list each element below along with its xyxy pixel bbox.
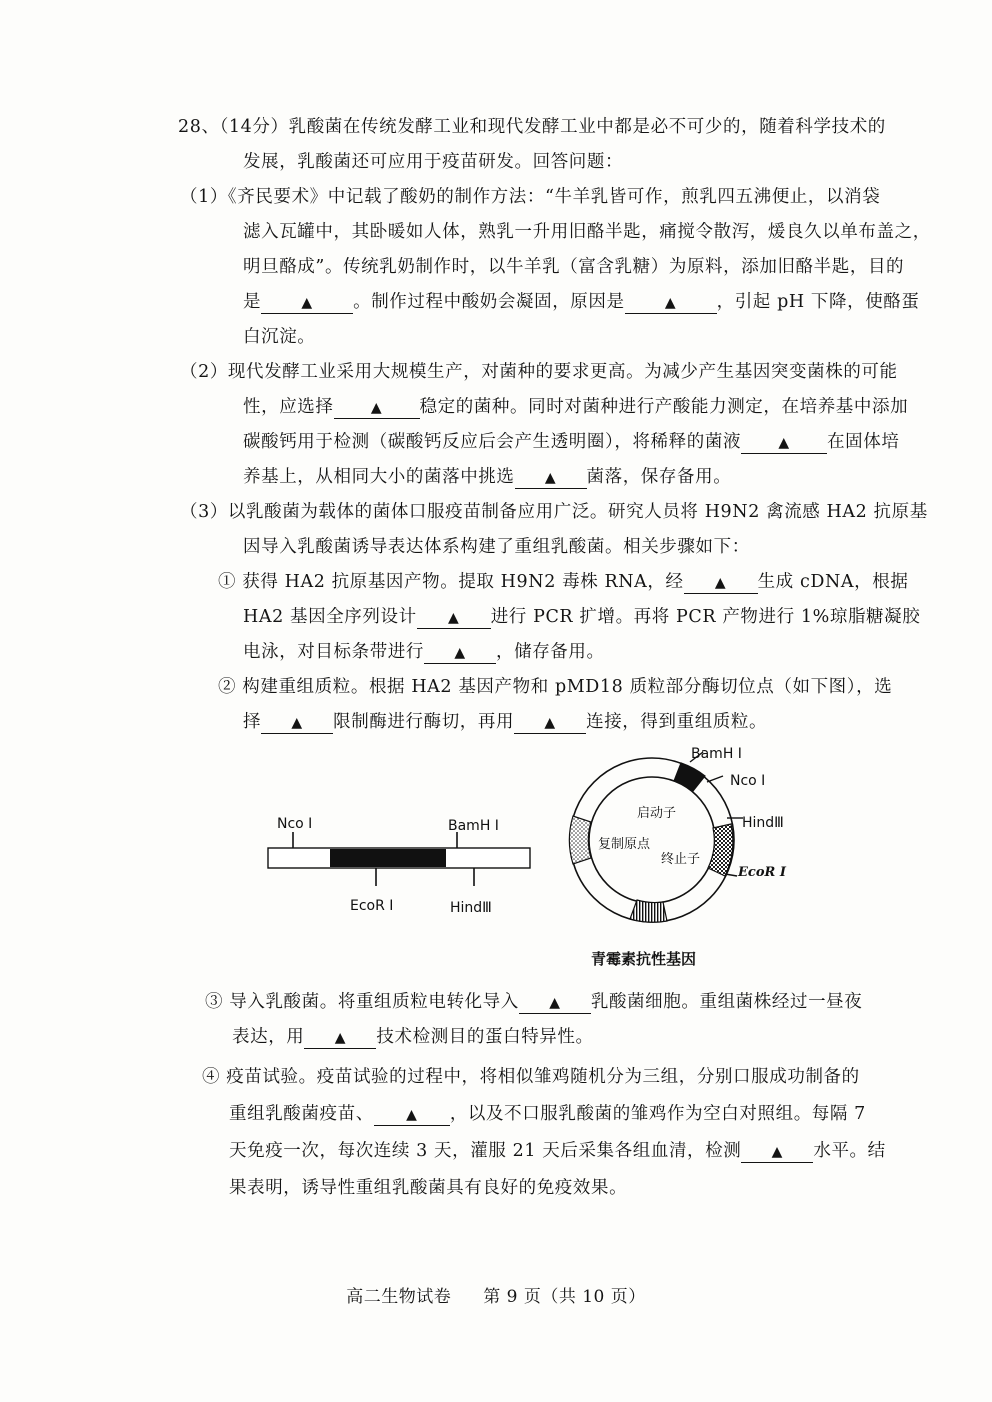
answer-blank-1[interactable]: ▲ — [261, 291, 353, 314]
footer-subject: 高二生物试卷 — [346, 1287, 452, 1307]
question-intro-line2: 发展，乳酸菌还可应用于疫苗研发。回答问题： — [243, 152, 624, 172]
answer-blank-13[interactable]: ▲ — [374, 1103, 450, 1126]
part1-line2: 滤入瓦罐中，其卧暖如人体，熟乳一升用旧酪半匙，痛搅令散泻，煖良久以单布盖之， — [243, 222, 931, 242]
gene-hind-label: HindⅢ — [450, 900, 492, 916]
question-score: （14分） — [219, 117, 289, 137]
step4-line1: ④ 疫苗试验。疫苗试验的过程中，将相似雏鸡随机分为三组，分别口服成功制备的 — [202, 1067, 860, 1087]
answer-blank-8[interactable]: ▲ — [424, 641, 496, 664]
part2-line2: 性，应选择 ▲ 稳定的菌种。同时对菌种进行产酸能力测定，在培养基中添加 — [243, 397, 909, 417]
step4-line3: 天免疫一次，每次连续 3 天，灌服 21 天后采集各组血清，检测 ▲ 水平。结 — [229, 1141, 886, 1161]
question-header — [178, 114, 886, 140]
terminator-label: 终止子 — [661, 852, 701, 867]
part2-line1: （2）现代发酵工业采用大规模生产，对菌种的要求更高。为减少产生基因突变菌株的可能 — [180, 362, 898, 382]
part2-line3: 碳酸钙用于检测（碳酸钙反应后会产生透明圈），将稀释的菌液 ▲ 在固体培 — [243, 432, 900, 452]
answer-blank-12[interactable]: ▲ — [304, 1026, 376, 1049]
gene-nco-label: Nco Ⅰ — [277, 816, 313, 832]
answer-blank-9[interactable]: ▲ — [261, 711, 333, 734]
ha2-gene-region — [330, 849, 446, 867]
step3-line1: ③ 导入乳酸菌。将重组质粒电转化导入 ▲ 乳酸菌细胞。重组菌株经过一昼夜 — [205, 992, 863, 1012]
step4-line4: 果表明，诱导性重组乳酸菌具有良好的免疫效果。 — [229, 1178, 628, 1198]
answer-blank-7[interactable]: ▲ — [417, 606, 491, 629]
gene-bamh-label: BamH Ⅰ — [448, 818, 499, 834]
plasmid-figure — [555, 740, 815, 970]
step1-line2: HA2 基因全序列设计 ▲ 进行 PCR 扩增。再将 PCR 产物进行 1%琼脂糖凝胶 — [243, 607, 921, 627]
answer-blank-6[interactable]: ▲ — [684, 571, 758, 594]
part1-line1: （1）《齐民要术》中记载了酸奶的制作方法：“牛羊乳皆可作，煎乳四五沸便止，以消袋 — [180, 187, 881, 207]
step2-line1: ② 构建重组质粒。根据 HA2 基因产物和 pMD18 质粒部分酶切位点（如下图），选 — [218, 677, 893, 697]
part2-line4: 养基上，从相同大小的菌落中挑选 ▲ 菌落，保存备用。 — [243, 467, 732, 487]
part3-line2: 因导入乳酸菌诱导表达体系构建了重组乳酸菌。相关步骤如下： — [243, 537, 750, 557]
plasmid-bamh-label: BamH Ⅰ — [691, 746, 742, 762]
resistance-gene-label: 青霉素抗性基因 — [591, 950, 697, 968]
answer-blank-11[interactable]: ▲ — [519, 991, 591, 1014]
answer-blank-4[interactable]: ▲ — [741, 431, 827, 454]
promoter-label: 启动子 — [637, 806, 677, 821]
answer-blank-2[interactable]: ▲ — [625, 291, 717, 314]
plasmid-hind-label: HindⅢ — [742, 815, 784, 831]
part3-line1: （3）以乳酸菌为载体的菌体口服疫苗制备应用广泛。研究人员将 H9N2 禽流感 HA2 抗原基 — [180, 502, 928, 522]
plasmid-ecor-tick — [725, 874, 737, 876]
plasmid-nco-label: Nco Ⅰ — [730, 773, 766, 789]
answer-blank-10[interactable]: ▲ — [514, 711, 586, 734]
answer-blank-14[interactable]: ▲ — [741, 1140, 813, 1163]
footer-page-number: 第 9 页（共 10 页） — [483, 1287, 646, 1307]
gene-ecor-label: EcoR Ⅰ — [350, 898, 394, 914]
step1-line3: 电泳，对目标条带进行 ▲ ，储存备用。 — [243, 642, 605, 662]
plasmid-outer-ring — [570, 758, 734, 922]
answer-blank-3[interactable]: ▲ — [334, 396, 420, 419]
plasmid-nco-tick — [707, 776, 723, 782]
step1-line1: ① 获得 HA2 抗原基因产物。提取 H9N2 毒株 RNA，经 ▲ 生成 cDNA，根据 — [218, 572, 909, 592]
question-number: 28、 — [178, 117, 220, 137]
step2-line2: 择 ▲ 限制酶进行酶切，再用 ▲ 连接，得到重组质粒。 — [243, 712, 768, 732]
gene-fragment-figure — [260, 810, 540, 930]
step4-line2: 重组乳酸菌疫苗、 ▲ ，以及不口服乳酸菌的雏鸡作为空白对照组。每隔 7 — [229, 1104, 866, 1124]
part1-line3: 明旦酪成”。传统乳奶制作时，以牛羊乳（富含乳糖）为原料，添加旧酪半匙，目的 — [243, 257, 905, 277]
resistance-gene-segment — [630, 900, 667, 922]
question-intro-line1: 乳酸菌在传统发酵工业和现代发酵工业中都是必不可少的，随着科学技术的 — [288, 117, 886, 137]
origin-label: 复制原点 — [598, 837, 651, 852]
page-footer — [0, 1282, 992, 1307]
step3-line2: 表达，用 ▲ 技术检测目的蛋白特异性。 — [232, 1027, 594, 1047]
part1-line5: 白沉淀。 — [243, 327, 316, 347]
promoter-segment — [674, 763, 705, 791]
answer-blank-5[interactable]: ▲ — [515, 466, 587, 489]
plasmid-ecor-label: EcoR Ⅰ — [738, 865, 786, 880]
part1-line4: 是 ▲ 。制作过程中酸奶会凝固，原因是 ▲ ，引起 pH 下降，使酪蛋 — [243, 292, 920, 312]
origin-segment — [569, 816, 591, 864]
